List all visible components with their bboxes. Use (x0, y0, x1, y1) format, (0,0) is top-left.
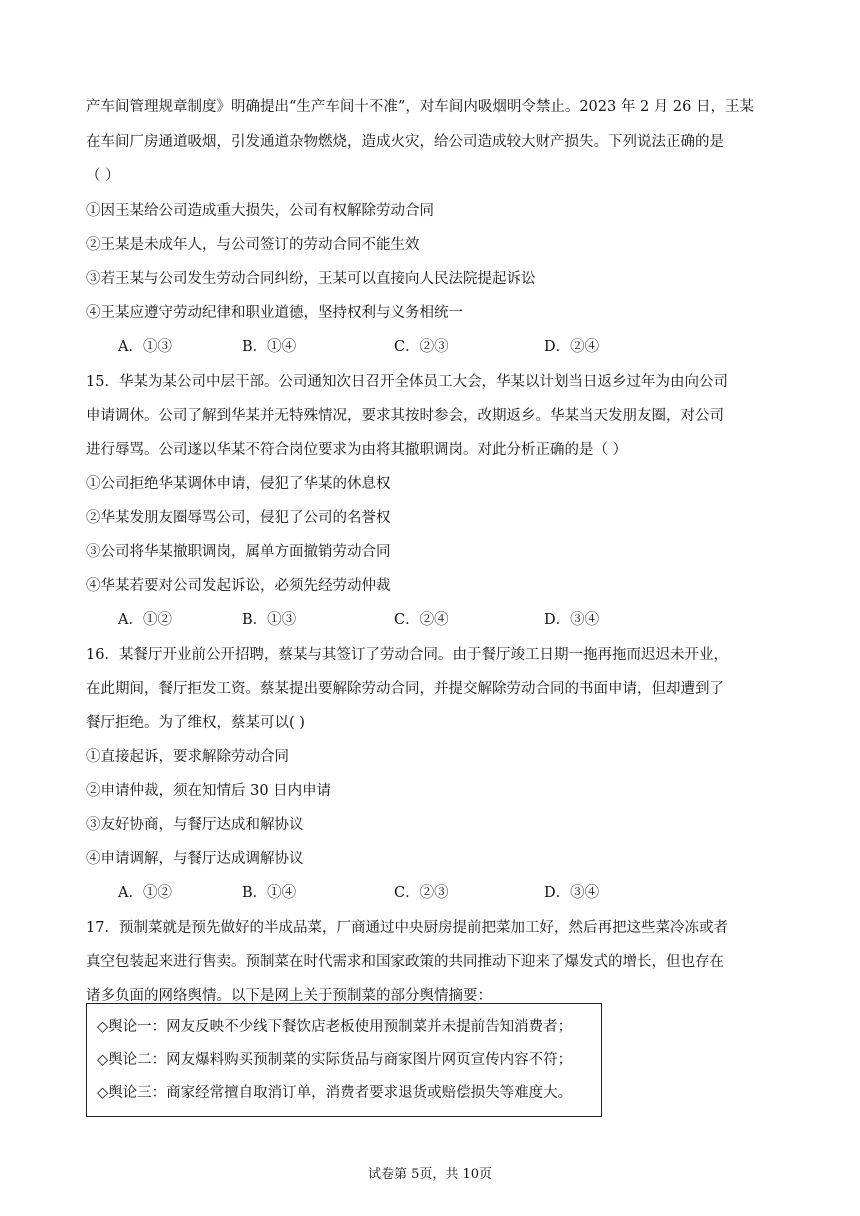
q17-text-line-1: 17．预制菜就是预先做好的半成品菜，厂商通过中央厨房提前把菜加工好，然后再把这些菜冷冻或者 (86, 920, 728, 936)
q16-statement-1: ①直接起诉，要求解除劳动合同 (86, 749, 289, 765)
page-footer: 试卷第 5页，共 10页 (367, 1167, 493, 1182)
q14-option-d: D．②④ (544, 339, 600, 355)
opinion-item-3: ◇舆论三：商家经常擅自取消订单，消费者要求退货或赔偿损失等难度大。 (97, 1085, 573, 1101)
opinion-item-1: ◇舆论一：网友反映不少线下餐饮店老板使用预制菜并未提前告知消费者； (97, 1019, 573, 1035)
q15-statement-4: ④华某若要对公司发起诉讼，必须先经劳动仲裁 (86, 578, 391, 594)
q16-statement-2: ②申请仲裁，须在知情后 30 日内申请 (86, 783, 332, 799)
q15-statement-1: ①公司拒绝华某调休申请，侵犯了华某的休息权 (86, 476, 391, 492)
q16-options (118, 883, 678, 903)
q14-option-b: B．①④ (242, 339, 297, 355)
q15-options (118, 610, 678, 630)
q14-text-line-2: 在车间厂房通道吸烟，引发通道杂物燃烧，造成火灾，给公司造成较大财产损失。下列说法正确的是 (86, 134, 724, 150)
q15-option-c: C．②④ (394, 612, 449, 628)
q16-text-line-3: 餐厅拒绝。为了维权，蔡某可以( ) (86, 715, 305, 731)
q17-text-line-2: 真空包装起来进行售卖。预制菜在时代需求和国家政策的共同推动下迎来了爆发式的增长，但也存在 (86, 954, 724, 970)
opinion-item-2: ◇舆论二：网友爆料购买预制菜的实际货品与商家图片网页宣传内容不符； (97, 1052, 573, 1068)
q16-option-c: C．②③ (394, 885, 449, 901)
q15-statement-2: ②华某发朋友圈辱骂公司，侵犯了公司的名誉权 (86, 510, 391, 526)
q14-option-c: C．②③ (394, 339, 449, 355)
q16-text-line-2: 在此期间，餐厅拒发工资。蔡某提出要解除劳动合同，并提交解除劳动合同的书面申请，但却遭到了 (86, 681, 724, 697)
q17-text-line-3: 诸多负面的网络舆情。以下是网上关于预制菜的部分舆情摘要： (86, 988, 492, 1004)
q14-statement-1: ①因王某给公司造成重大损失，公司有权解除劳动合同 (86, 203, 434, 219)
q15-statement-3: ③公司将华某撤职调岗，属单方面撤销劳动合同 (86, 544, 391, 560)
q14-statement-2: ②王某是未成年人，与公司签订的劳动合同不能生效 (86, 237, 420, 253)
q14-option-a: A．①③ (118, 339, 172, 355)
q15-text-line-3: 进行辱骂。公司遂以华某不符合岗位要求为由将其撤职调岗。对此分析正确的是（ ） (86, 442, 628, 458)
q16-statement-4: ④申请调解，与餐厅达成调解协议 (86, 851, 304, 867)
q16-text-line-1: 16．某餐厅开业前公开招聘，蔡某与其签订了劳动合同。由于餐厅竣工日期一拖再拖而迟迟未开业， (86, 647, 728, 663)
q16-option-b: B．①④ (242, 885, 297, 901)
opinion-summary-box (86, 1003, 602, 1117)
q14-statement-3: ③若王某与公司发生劳动合同纠纷，王某可以直接向人民法院提起诉讼 (86, 271, 536, 287)
q15-option-d: D．③④ (544, 612, 600, 628)
q16-option-a: A．①② (118, 885, 172, 901)
q14-text-line-1: 产车间管理规章制度》明确提出“生产车间十不准”，对车间内吸烟明令禁止。2023 年 2 月 26 日，王某 (86, 99, 754, 115)
q14-answer-bracket: （ ） (86, 168, 120, 184)
q14-statement-4: ④王某应遵守劳动纪律和职业道德，坚持权利与义务相统一 (86, 305, 463, 321)
q15-text-line-2: 申请调休。公司了解到华某并无特殊情况，要求其按时参会，改期返乡。华某当天发朋友圈，对公司 (86, 408, 724, 424)
q16-option-d: D．③④ (544, 885, 600, 901)
q16-statement-3: ③友好协商，与餐厅达成和解协议 (86, 817, 304, 833)
q15-text-line-1: 15．华某为某公司中层干部。公司通知次日召开全体员工大会，华某以计划当日返乡过年为由向公司 (86, 374, 728, 390)
q14-options (118, 337, 678, 357)
q15-option-b: B．①③ (242, 612, 297, 628)
q15-option-a: A．①② (118, 612, 172, 628)
